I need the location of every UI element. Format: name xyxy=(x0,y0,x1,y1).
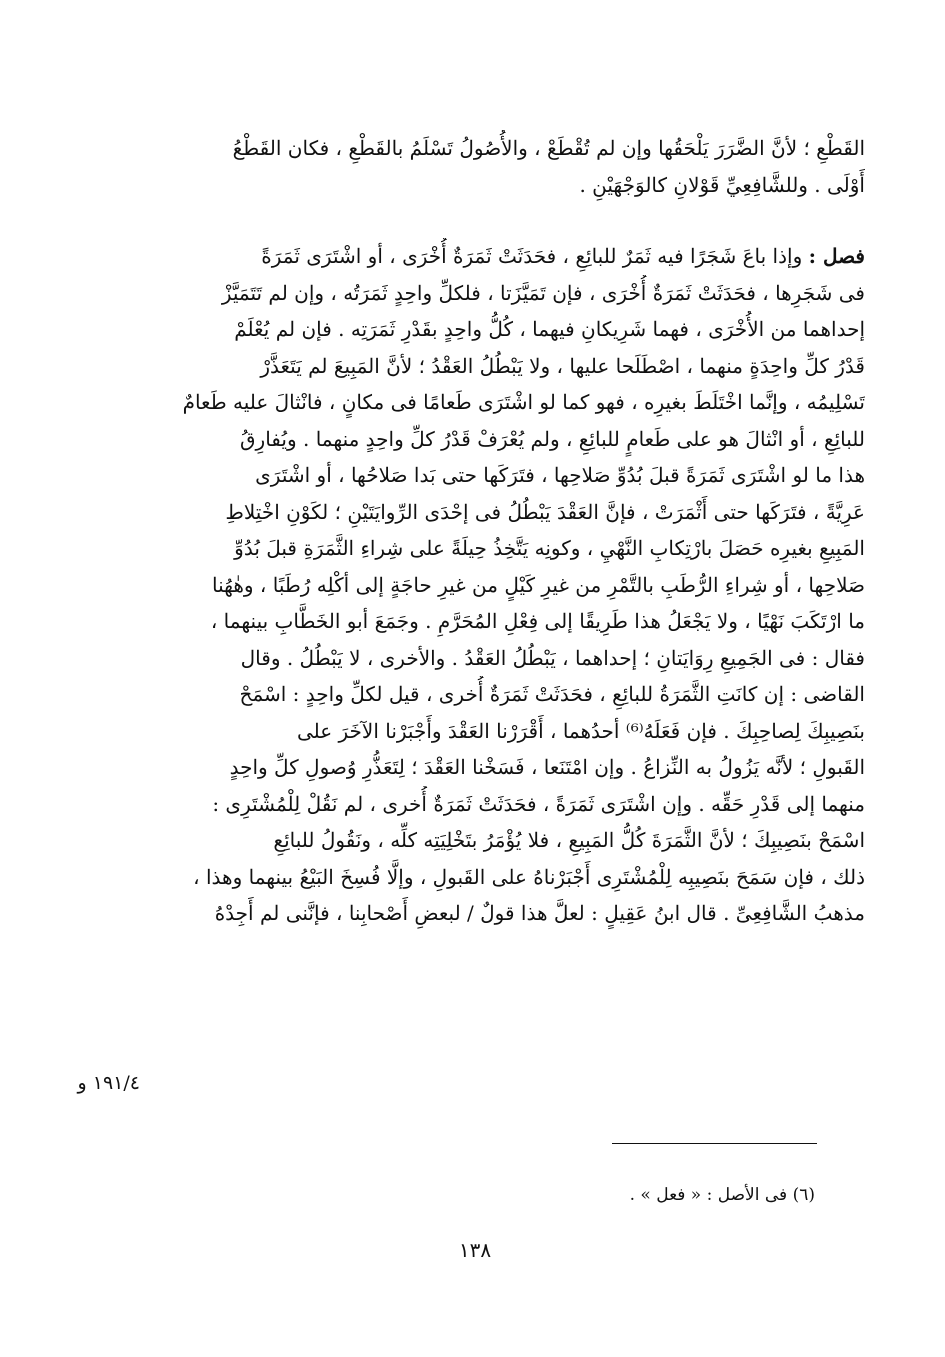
text-line: اسْمَحْ بنَصِيبِكَ ؛ لأنَّ الثَّمَرَةَ كُلُّ المَبِيعِ ، فلا يُؤْمَرُ بتَخْلِيَتِه كلِّه ، ونَقُولُ للبائِعِ xyxy=(273,828,865,852)
text-line: صَلاحِها ، أو شِراءِ الرُّطَبِ بالتَّمْرِ من غيرِ كَيْلٍ من غيرِ حاجَةٍ إلى أكْلِه رُطَبًا ، وهٰهُنا xyxy=(212,572,865,597)
text-line: فقال : فى الجَمِيعِ رِوَايَتانِ ؛ إحداهما ، يَبْطُلُ العَقْدُ . والأخرى ، لا يَبْطُلُ . وقال xyxy=(240,645,865,670)
page-number: ١٣٨ xyxy=(458,1238,492,1262)
footnote: (٦) فى الأصل : « فعل » . xyxy=(629,1185,815,1205)
intro-paragraph xyxy=(155,130,865,203)
text-line-content: وإذا باعَ شَجَرًا فيه ثَمَرٌ للبائِعِ ، فحَدَثَتْ ثَمَرَةٌ أُخْرَى ، أو اشْتَرَى ثَمَرَةً xyxy=(261,244,803,268)
text-line: المَبِيعِ بغيرِه حَصَلَ بارْتِكابِ النَّهْيِ ، وكونِه يَتَّخِذُ حِيلَةً على شِراءِ الثَّمَرَةِ قبلَ بُدُوِّ xyxy=(234,536,865,560)
text-line: تَسْلِيمُه ، وإنَّما اخْتَلَطَ بغيرِه ، فهو كما لو اشْتَرَى طَعامًا فى مكانٍ ، فانْثالَ عليه طَعامٌ xyxy=(182,390,865,414)
text-line: عَرِيَّةً ، فتَرَكَها حتى أَثْمَرَتْ ، فإنَّ العَقْدَ يَبْطُلُ فى إحْدَى الرِّوايَتَيْنِ ؛ لكَوْنِ اخْتِلاطِ xyxy=(225,499,865,524)
text-line: منهما إلى قَدْرِ حَقِّه . وإن اشْتَرَى ثَمَرَةً ، فحَدَثَتْ ثَمَرَةٌ أُخرى ، لم نَقُلْ لِلْمُشْتَرِى : xyxy=(212,791,865,816)
text-line: مذهبُ الشَّافِعِىِّ . قال ابنُ عَقِيلٍ : لعلَّ هذا قولٌ / لبعضِ أَصْحابِنا ، فإنَّنى لم أَجِدْهُ xyxy=(214,901,865,925)
margin-folio-reference: ١٩١/٤ و xyxy=(77,1072,140,1094)
text-line: بنَصِيبِكَ لِصاحِبِكَ . فإن فَعَلَهُ⁽⁶⁾ أحدُهما ، أَقْرَرْنا العَقْدَ وأَجْبَرْنا الآخَرَ على xyxy=(296,718,865,743)
text-line: إحداهما من الأُخْرَى ، فهما شَرِيكانِ فيهما ، كُلُّ واحِدٍ بقَدْرِ ثَمَرَتِه . فإن لم يُعْلَمْ xyxy=(234,317,865,341)
section-paragraph xyxy=(155,238,865,932)
text-line: ما ارْتَكَبَ نَهْيًا ، ولا يَجْعَلُ هذا طَرِيقًا إلى فِعْلِ المُحَرَّمِ . وجَمَعَ أبو الخَطَّابِ بينهما ، xyxy=(210,609,865,633)
section-heading: فصل : xyxy=(808,244,865,268)
text-line: القَطْعِ ؛ لأنَّ الضَّرَرَ يَلْحَقُها وإن لم تُقْطَعْ ، والأُصُولُ تَسْلَمُ بالقَطْعِ ، فكان القَطْعُ xyxy=(232,136,865,160)
text-line: أَوْلَى . وللشَّافِعِيِّ قَوْلانِ كالوَجْهَيْنِ . xyxy=(579,172,865,197)
footnote-divider xyxy=(612,1143,817,1144)
text-line: للبائِعِ ، أو انْثالَ هو على طَعامٍ للبائِعِ ، ولم يُعْرَفْ قَدْرُ كلِّ واحِدٍ منهما . ويُفارِقُ xyxy=(240,426,865,451)
text-line: ذلك ، فإن سَمَحَ بنَصِيبِه لِلْمُشْتَرِى أَجْبَرْناهُ على القَبولِ ، وإلَّا فُسِخَ البَيْعُ بينهما وهذا ، xyxy=(193,864,865,889)
text-line: القاضى : إن كانَتِ الثَّمَرَةُ للبائِعِ ، فحَدَثَتْ ثَمَرَةٌ أُخرى ، قيل لكلِّ واحِدٍ : اسْمَحْ xyxy=(239,682,865,706)
text-line: القَبولِ ؛ لأنَّه يَزُولُ به النِّزاعُ . وإن امْتَنَعا ، فَسَخْنا العَقْدَ ؛ لِتَعَذُّرِ وُصولِ كلِّ واحِدٍ xyxy=(229,755,865,779)
text-line xyxy=(155,238,865,275)
text-line: قَدْرُ كلِّ واحِدَةٍ منهما ، اصْطَلَحا عليها ، ولا يَبْطُلُ العَقْدُ ؛ لأنَّ المَبِيعَ لم يَتَعَذَّرْ xyxy=(260,353,865,378)
text-line: هذا ما لو اشْتَرَى ثَمَرَةً قبلَ بُدُوِّ صَلاحِها ، فتَرَكَها حتى بَدا صَلاحُها ، أو اشْتَرَى xyxy=(255,463,865,487)
text-line: فى شَجَرِها ، فحَدَثَتْ ثَمَرَةٌ أُخْرَى ، فإن تَمَيَّزَتا ، فلكلِّ واحِدٍ ثَمَرَتُه ، وإن لم تَتَمَيَّزْ xyxy=(221,280,865,305)
